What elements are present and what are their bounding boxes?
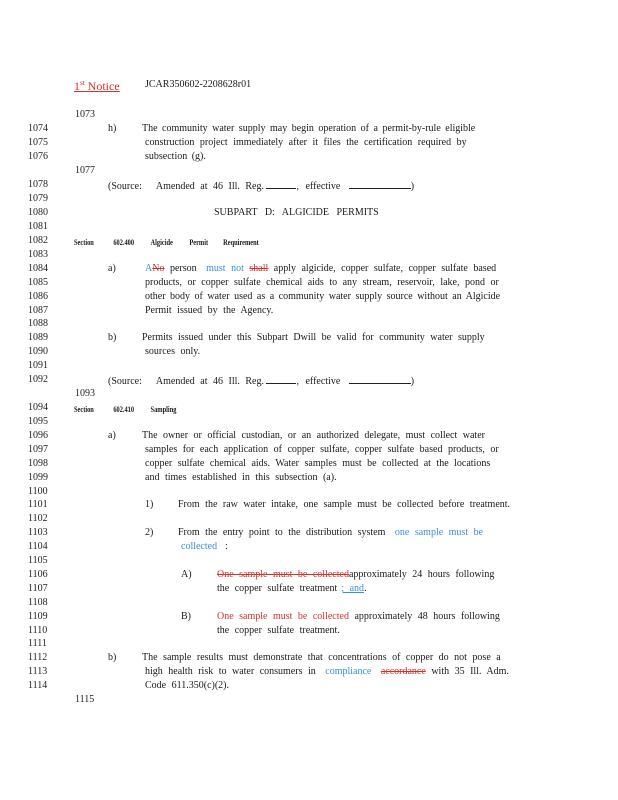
subpart-heading: SUBPART D: ALGICIDE PERMITS bbox=[214, 207, 379, 218]
line-number: 1079 bbox=[28, 193, 48, 204]
paragraph-text: copper sulfate chemical aids. Water samples must be collected at the locations bbox=[145, 458, 491, 469]
line-number: 1074 bbox=[28, 123, 48, 134]
paragraph-text: Permits issued under this Subpart Dwill be valid for community water supply bbox=[142, 332, 485, 343]
line-number: 1092 bbox=[28, 374, 48, 385]
notice-label: 1st Notice bbox=[74, 79, 120, 93]
item-label: a) bbox=[108, 430, 116, 441]
line-number: 1086 bbox=[28, 291, 48, 302]
item-label: 2) bbox=[145, 527, 154, 538]
paragraph-text: and times established in this subsection (a). bbox=[145, 472, 337, 483]
line-number: 1078 bbox=[28, 179, 48, 190]
line-number: 1095 bbox=[28, 416, 48, 427]
line-number: 1113 bbox=[28, 666, 48, 677]
item-label: A) bbox=[181, 569, 192, 580]
line-number: 1111 bbox=[28, 638, 47, 649]
line-number: 1081 bbox=[28, 221, 48, 232]
line-number: 1096 bbox=[28, 430, 48, 441]
item-label: b) bbox=[108, 332, 117, 343]
paragraph-text: Code 611.350(c)(2). bbox=[145, 680, 229, 691]
line-number: 1102 bbox=[28, 513, 48, 524]
line-number: 1103 bbox=[28, 527, 48, 538]
paragraph-text: the copper sulfate treatment. bbox=[217, 625, 340, 636]
item-label: b) bbox=[108, 652, 117, 663]
line-number: 1114 bbox=[28, 680, 48, 691]
notice-title bbox=[74, 76, 142, 93]
line-number: 1108 bbox=[28, 597, 48, 608]
item-label: a) bbox=[108, 263, 116, 274]
paragraph-text: collected : bbox=[181, 541, 228, 552]
line-number: 1073 bbox=[75, 109, 95, 120]
line-number: 1076 bbox=[28, 151, 48, 162]
line-number: 1082 bbox=[28, 235, 48, 246]
line-number: 1090 bbox=[28, 346, 48, 357]
line-number: 1085 bbox=[28, 277, 48, 288]
section-heading: Section 602.410 Sampling bbox=[74, 404, 177, 414]
line-number: 1112 bbox=[28, 652, 48, 663]
line-number: 1104 bbox=[28, 541, 48, 552]
line-number: 1089 bbox=[28, 332, 48, 343]
paragraph-text: high health risk to water consumers in compliance accordance with 35 Ill. Adm. bbox=[145, 666, 509, 677]
line-number: 1087 bbox=[28, 305, 48, 316]
paragraph-text: One sample must be collected approximately 48 hours following bbox=[217, 611, 500, 622]
line-number: 1098 bbox=[28, 458, 48, 469]
paragraph-text: From the entry point to the distribution system one sample must be bbox=[178, 527, 484, 538]
item-label: B) bbox=[181, 611, 191, 622]
paragraph-text: sources only. bbox=[145, 346, 201, 357]
paragraph-text: One sample must be collectedapproximately 24 hours following bbox=[217, 569, 495, 580]
paragraph-text: From the raw water intake, one sample must be collected before treatment. bbox=[178, 499, 511, 510]
line-number: 1077 bbox=[75, 165, 95, 176]
line-number: 1106 bbox=[28, 569, 48, 580]
paragraph-text: products, or copper sulfate chemical aids to any stream, reservoir, lake, pond or bbox=[145, 277, 499, 288]
source-note: (Source: Amended at 46 Ill. Reg. , effective ) bbox=[108, 178, 414, 194]
line-number: 1075 bbox=[28, 137, 48, 148]
line-number: 1105 bbox=[28, 555, 48, 566]
line-number: 1099 bbox=[28, 472, 48, 483]
source-note: (Source: Amended at 46 Ill. Reg. , effective ) bbox=[108, 373, 414, 389]
line-number: 1088 bbox=[28, 318, 48, 329]
document-code: JCAR350602-2208628r01 bbox=[145, 79, 252, 90]
paragraph-text: other body of water used as a community water supply source without an Algicide bbox=[145, 291, 501, 302]
line-number: 1094 bbox=[28, 402, 48, 413]
paragraph-text: The owner or official custodian, or an authorized delegate, must collect water bbox=[142, 430, 485, 441]
section-heading: Section 602.400 Algicide Permit Requirement bbox=[74, 237, 259, 247]
paragraph-text: the copper sulfate treatment ; and. bbox=[217, 583, 367, 594]
paragraph-text: subsection (g). bbox=[145, 151, 206, 162]
item-label: h) bbox=[108, 123, 117, 134]
line-number: 1091 bbox=[28, 360, 48, 371]
line-number: 1084 bbox=[28, 263, 48, 274]
line-number: 1097 bbox=[28, 444, 48, 455]
line-number: 1110 bbox=[28, 625, 48, 636]
line-number: 1101 bbox=[28, 499, 48, 510]
paragraph-text: Permit issued by the Agency. bbox=[145, 305, 274, 316]
item-label: 1) bbox=[145, 499, 154, 510]
line-number: 1100 bbox=[28, 486, 48, 497]
paragraph-text: construction project immediately after it files the certification required by bbox=[145, 137, 467, 148]
paragraph-text: The community water supply may begin operation of a permit-by-rule eligible bbox=[142, 123, 476, 134]
line-number: 1093 bbox=[75, 388, 95, 399]
line-number: 1115 bbox=[75, 694, 95, 705]
paragraph-text: ANo person must not shall apply algicide, copper sulfate, copper sulfate based bbox=[145, 263, 497, 274]
line-number: 1107 bbox=[28, 583, 48, 594]
line-number: 1083 bbox=[28, 249, 48, 260]
line-number: 1109 bbox=[28, 611, 48, 622]
line-number: 1080 bbox=[28, 207, 48, 218]
paragraph-text: The sample results must demonstrate that concentrations of copper do not pose a bbox=[142, 652, 501, 663]
paragraph-text: samples for each application of copper sulfate, copper sulfate based products, or bbox=[145, 444, 499, 455]
